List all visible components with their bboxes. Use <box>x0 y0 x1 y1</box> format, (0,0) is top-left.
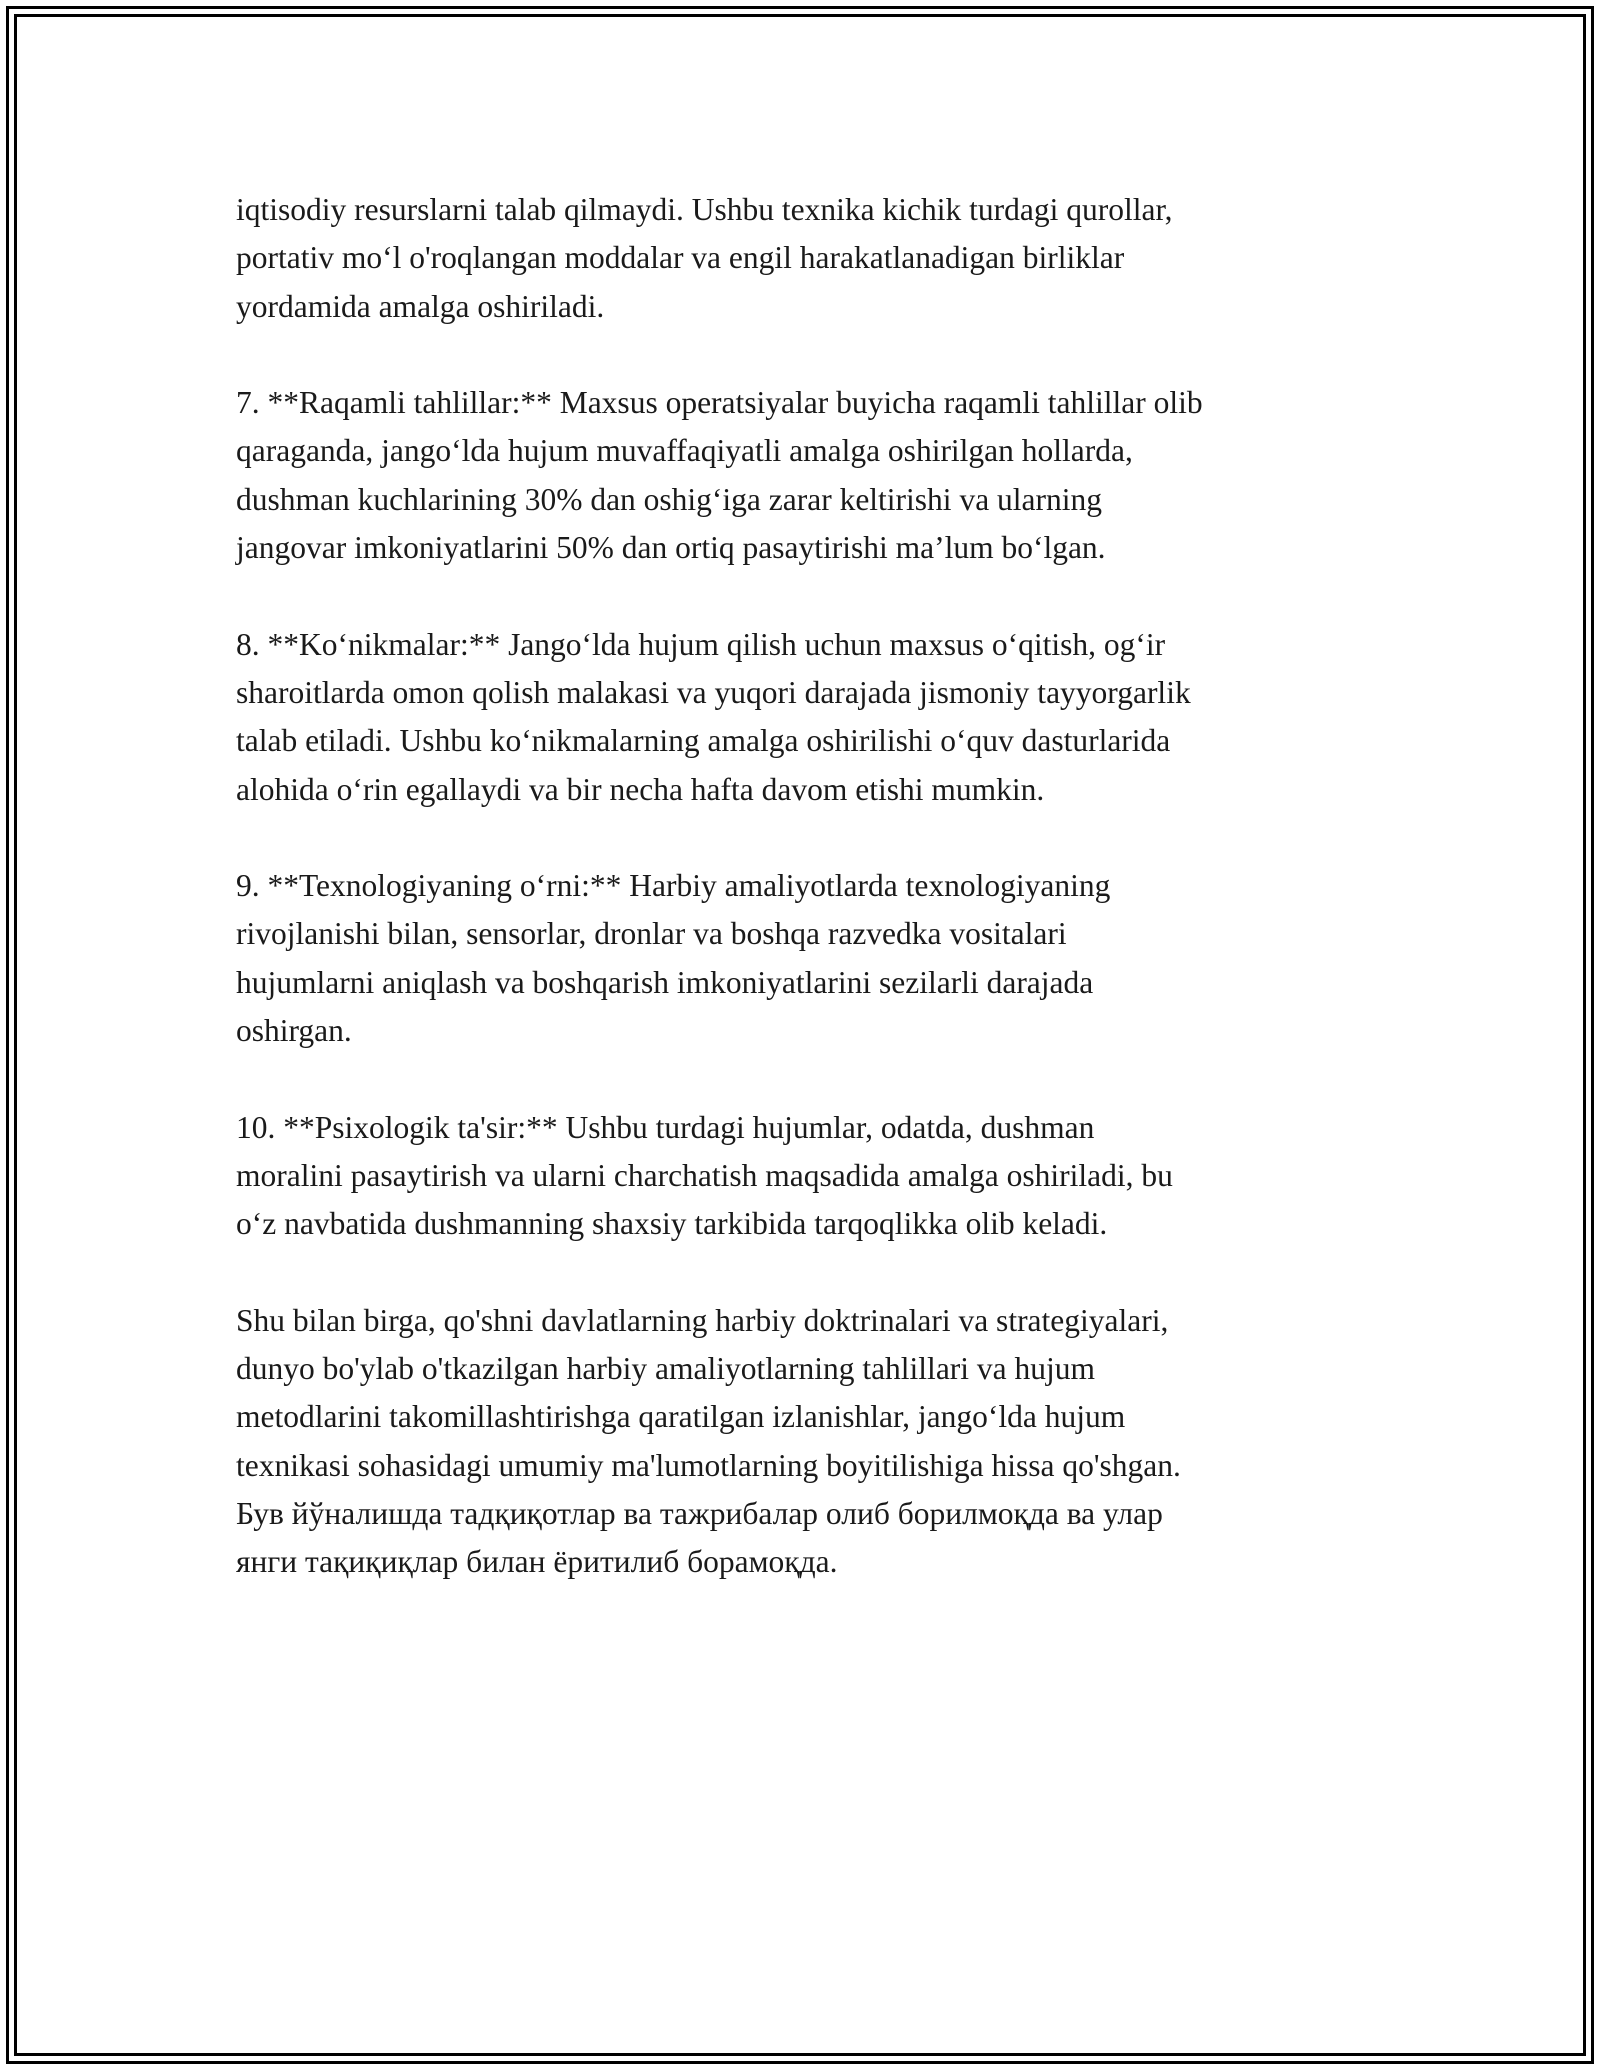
paragraph-skills: 8. **Ko‘nikmalar:** Jango‘lda hujum qilish uchun maxsus o‘qitish, og‘ir sharoitlarda omon qolish malakasi va yuqori darajada jismoniy tayyorgarlik talab etiladi. Ushbu ko‘nikmalarning amalga oshirilishi o‘quv dasturlarida alohida o‘rin egallaydi va bir necha hafta davom etishi mumkin. <box>236 626 1191 807</box>
paragraph-digital-analysis: 7. **Raqamli tahlillar:** Maxsus operatsiyalar buyicha raqamli tahlillar olib qaraganda, jango‘lda hujum muvaffaqiyatli amalga oshirilgan hollarda, dushman kuchlarining 30% dan oshig‘iga zarar keltirishi va ularning jangovar imkoniyatlarini 50% dan ortiq pasaytirishi ma’lum bo‘lgan. <box>236 385 1203 566</box>
paragraph-continuation: iqtisodiy resurslarni talab qilmaydi. Ushbu texnika kichik turdagi qurollar, portativ mo‘l o'roqlangan moddalar va engil harakatlanadigan birliklar yordamida amalga oshiriladi. <box>236 192 1173 324</box>
paragraph-psychological-impact: 10. **Psixologik ta'sir:** Ushbu turdagi hujumlar, odatda, dushman moralini pasaytirish va ularni charchatish maqsadida amalga oshiriladi, bu o‘z navbatida dushmanning shaxsiy tarkibida tarqoqlikka olib keladi. <box>236 1109 1173 1242</box>
paragraph-technology-role: 9. **Texnologiyaning o‘rni:** Harbiy amaliyotlarda texnologiyaning rivojlanishi bilan, sensorlar, dronlar va boshqa razvedka vositalari hujumlarni aniqlash va boshqarish imkoniyatlarini sezilarli darajada oshirgan. <box>236 868 1111 1049</box>
document-body <box>236 186 1376 1635</box>
paragraph-conclusion: Shu bilan birga, qo'shni davlatlarning harbiy doktrinalari va strategiyalari, dunyo bo'ylab o'tkazilgan harbiy amaliyotlarning tahlillari va hujum metodlarini takomillashtirishga qaratilgan izlanishlar, jango‘lda hujum texnikasi sohasidagi umumiy ma'lumotlarning boyitilishiga hissa qo'shgan. Був йўналишда тадқиқотлар ва тажрибалар олиб борилмоқда ва улар янги тақиқиқлар билан ёритилиб борамоқда. <box>236 1302 1181 1580</box>
